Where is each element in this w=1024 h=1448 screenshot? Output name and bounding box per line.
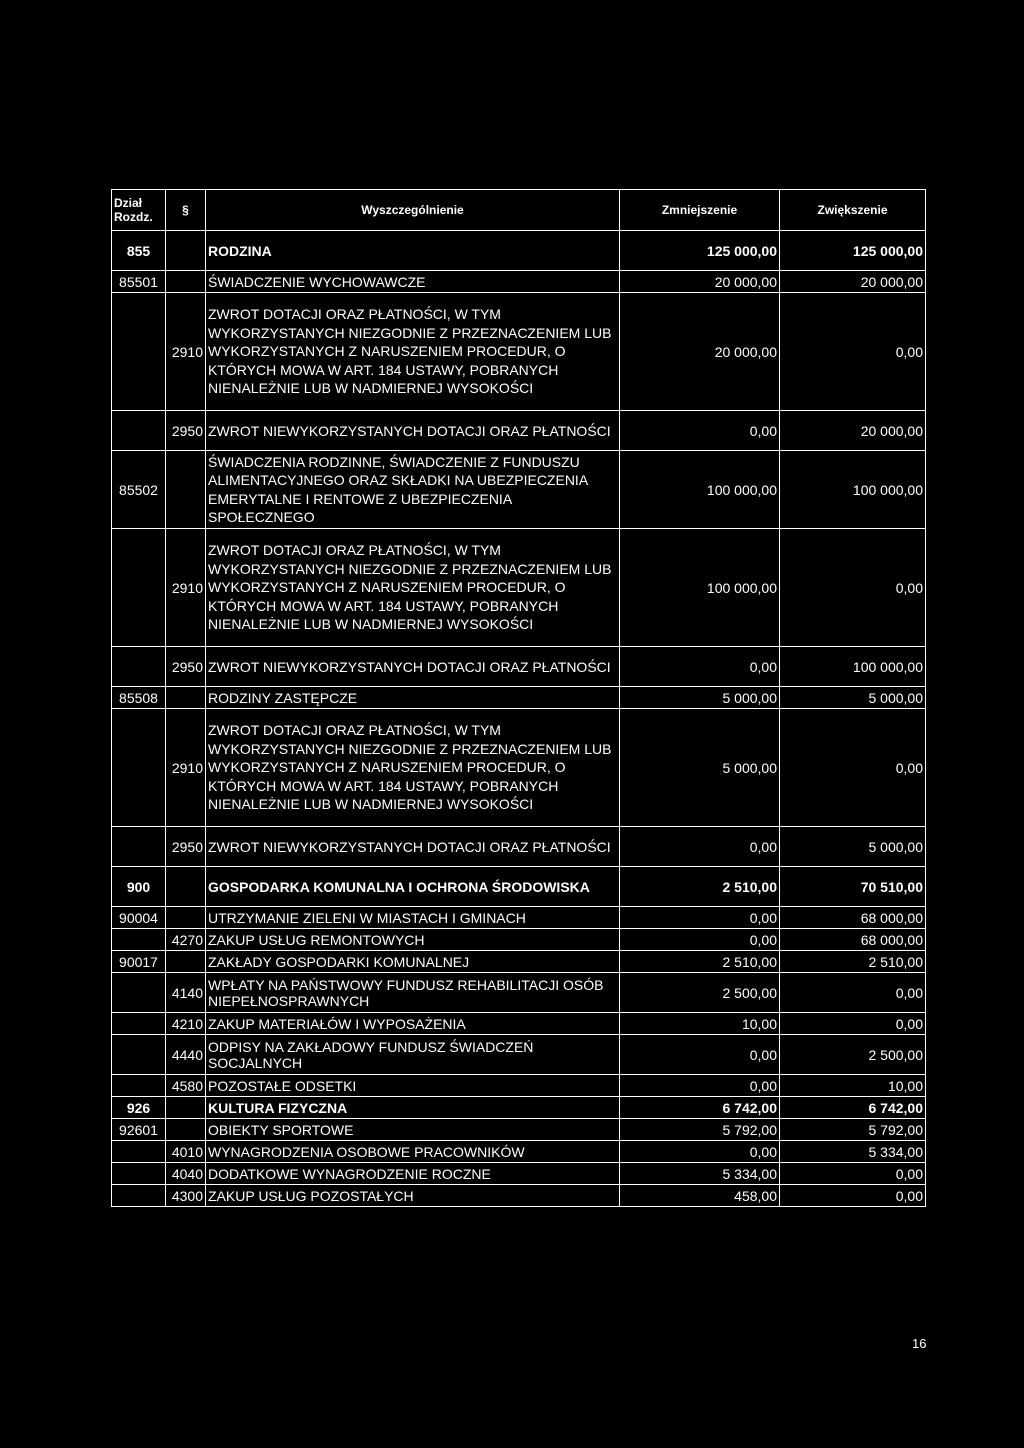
table-row: [112, 687, 926, 709]
cell-increase: 10,00: [780, 1075, 926, 1097]
table-row: [112, 1013, 926, 1035]
table-row: [112, 411, 926, 451]
cell-paragraph: 4440: [166, 1035, 206, 1075]
cell-code: [112, 1075, 166, 1097]
cell-code: 85501: [112, 271, 166, 293]
cell-paragraph: 4270: [166, 929, 206, 951]
table-row: [112, 1185, 926, 1207]
cell-paragraph: [166, 271, 206, 293]
cell-decrease: 0,00: [620, 411, 780, 451]
table-row: [112, 529, 926, 647]
table-row: [112, 271, 926, 293]
cell-decrease: 5 792,00: [620, 1119, 780, 1141]
cell-description: ŚWIADCZENIE WYCHOWAWCZE: [206, 271, 620, 293]
cell-paragraph: [166, 1119, 206, 1141]
header-paragraph: §: [166, 190, 206, 231]
cell-decrease: 0,00: [620, 647, 780, 687]
cell-paragraph: [166, 687, 206, 709]
cell-decrease: 6 742,00: [620, 1097, 780, 1119]
budget-table: [111, 189, 926, 1207]
cell-increase: 0,00: [780, 1013, 926, 1035]
cell-code: 900: [112, 867, 166, 907]
cell-decrease: 0,00: [620, 1141, 780, 1163]
cell-increase: 6 742,00: [780, 1097, 926, 1119]
cell-code: 85508: [112, 687, 166, 709]
cell-description: KULTURA FIZYCZNA: [206, 1097, 620, 1119]
table-row: [112, 973, 926, 1013]
table-row: [112, 1141, 926, 1163]
cell-code: [112, 973, 166, 1013]
cell-paragraph: [166, 907, 206, 929]
header-rozdz-label: Rozdz.: [114, 210, 153, 224]
cell-code: [112, 1013, 166, 1035]
cell-decrease: 100 000,00: [620, 529, 780, 647]
table-row: [112, 231, 926, 271]
cell-code: [112, 647, 166, 687]
cell-description: GOSPODARKA KOMUNALNA I OCHRONA ŚRODOWISKA: [206, 867, 620, 907]
cell-increase: 0,00: [780, 709, 926, 827]
cell-paragraph: 2910: [166, 293, 206, 411]
table-row: [112, 1119, 926, 1141]
header-dzial: [112, 190, 166, 231]
cell-increase: 100 000,00: [780, 451, 926, 529]
cell-increase: 125 000,00: [780, 231, 926, 271]
cell-decrease: 20 000,00: [620, 271, 780, 293]
header-increase: Zwiększenie: [780, 190, 926, 231]
header-decrease: Zmniejszenie: [620, 190, 780, 231]
table-row: [112, 451, 926, 529]
table-row: [112, 1097, 926, 1119]
cell-increase: 68 000,00: [780, 907, 926, 929]
cell-decrease: 0,00: [620, 827, 780, 867]
cell-paragraph: 4580: [166, 1075, 206, 1097]
cell-description: ZWROT NIEWYKORZYSTANYCH DOTACJI ORAZ PŁATNOŚCI: [206, 827, 620, 867]
table-row: [112, 929, 926, 951]
cell-description: ŚWIADCZENIA RODZINNE, ŚWIADCZENIE Z FUNDUSZU ALIMENTACYJNEGO ORAZ SKŁADKI NA UBEZPIECZENIA EMERYTALNE I RENTOWE Z UBEZPIECZENIA SPOŁECZNEGO: [206, 451, 620, 529]
cell-description: POZOSTAŁE ODSETKI: [206, 1075, 620, 1097]
table-row: [112, 827, 926, 867]
cell-decrease: 5 334,00: [620, 1163, 780, 1185]
cell-description: RODZINY ZASTĘPCZE: [206, 687, 620, 709]
cell-increase: 2 500,00: [780, 1035, 926, 1075]
cell-description: ZWROT NIEWYKORZYSTANYCH DOTACJI ORAZ PŁATNOŚCI: [206, 411, 620, 451]
cell-increase: 0,00: [780, 1163, 926, 1185]
cell-description: ZAKUP MATERIAŁÓW I WYPOSAŻENIA: [206, 1013, 620, 1035]
cell-code: 90004: [112, 907, 166, 929]
cell-description: UTRZYMANIE ZIELENI W MIASTACH I GMINACH: [206, 907, 620, 929]
cell-code: [112, 709, 166, 827]
table-body: [112, 231, 926, 1207]
cell-increase: 5 334,00: [780, 1141, 926, 1163]
cell-decrease: 2 500,00: [620, 973, 780, 1013]
cell-paragraph: 4040: [166, 1163, 206, 1185]
cell-code: 855: [112, 231, 166, 271]
cell-increase: 70 510,00: [780, 867, 926, 907]
table-row: [112, 1035, 926, 1075]
cell-decrease: 5 000,00: [620, 687, 780, 709]
cell-description: ODPISY NA ZAKŁADOWY FUNDUSZ ŚWIADCZEŃ SOCJALNYCH: [206, 1035, 620, 1075]
table-header-row: [112, 190, 926, 231]
cell-description: DODATKOWE WYNAGRODZENIE ROCZNE: [206, 1163, 620, 1185]
cell-paragraph: 2950: [166, 647, 206, 687]
cell-increase: 0,00: [780, 973, 926, 1013]
cell-increase: 20 000,00: [780, 271, 926, 293]
cell-decrease: 10,00: [620, 1013, 780, 1035]
cell-code: 926: [112, 1097, 166, 1119]
cell-paragraph: 2910: [166, 709, 206, 827]
cell-paragraph: 4010: [166, 1141, 206, 1163]
cell-increase: 100 000,00: [780, 647, 926, 687]
header-description: Wyszczególnienie: [206, 190, 620, 231]
cell-description: ZAKŁADY GOSPODARKI KOMUNALNEJ: [206, 951, 620, 973]
cell-paragraph: [166, 451, 206, 529]
table-row: [112, 1075, 926, 1097]
cell-code: [112, 1185, 166, 1207]
cell-description: ZWROT DOTACJI ORAZ PŁATNOŚCI, W TYM WYKORZYSTANYCH NIEZGODNIE Z PRZEZNACZENIEM LUB WYKORZYSTANYCH Z NARUSZENIEM PROCEDUR, O KTÓRYCH MOWA W ART. 184 USTAWY, POBRANYCH NIENALEŻNIE LUB W NADMIERNEJ WYSOKOŚCI: [206, 529, 620, 647]
cell-code: 85502: [112, 451, 166, 529]
cell-decrease: 0,00: [620, 1035, 780, 1075]
cell-paragraph: 4210: [166, 1013, 206, 1035]
cell-decrease: 458,00: [620, 1185, 780, 1207]
cell-code: 92601: [112, 1119, 166, 1141]
cell-paragraph: 2950: [166, 827, 206, 867]
cell-description: WYNAGRODZENIA OSOBOWE PRACOWNIKÓW: [206, 1141, 620, 1163]
cell-code: [112, 411, 166, 451]
cell-description: ZAKUP USŁUG POZOSTAŁYCH: [206, 1185, 620, 1207]
table-row: [112, 867, 926, 907]
cell-paragraph: 4300: [166, 1185, 206, 1207]
cell-code: [112, 1035, 166, 1075]
cell-increase: 0,00: [780, 529, 926, 647]
cell-increase: 5 792,00: [780, 1119, 926, 1141]
cell-increase: 20 000,00: [780, 411, 926, 451]
page-number: 16: [912, 1336, 927, 1351]
cell-description: ZWROT NIEWYKORZYSTANYCH DOTACJI ORAZ PŁATNOŚCI: [206, 647, 620, 687]
cell-increase: 0,00: [780, 1185, 926, 1207]
cell-description: WPŁATY NA PAŃSTWOWY FUNDUSZ REHABILITACJI OSÓB NIEPEŁNOSPRAWNYCH: [206, 973, 620, 1013]
cell-decrease: 20 000,00: [620, 293, 780, 411]
cell-increase: 0,00: [780, 293, 926, 411]
cell-decrease: 0,00: [620, 929, 780, 951]
cell-paragraph: [166, 951, 206, 973]
cell-decrease: 125 000,00: [620, 231, 780, 271]
cell-paragraph: 2950: [166, 411, 206, 451]
cell-increase: 5 000,00: [780, 687, 926, 709]
cell-code: [112, 529, 166, 647]
cell-decrease: 0,00: [620, 907, 780, 929]
cell-decrease: 5 000,00: [620, 709, 780, 827]
cell-paragraph: 4140: [166, 973, 206, 1013]
cell-paragraph: [166, 1097, 206, 1119]
table-row: [112, 647, 926, 687]
table-row: [112, 951, 926, 973]
cell-paragraph: 2910: [166, 529, 206, 647]
cell-code: 90017: [112, 951, 166, 973]
cell-description: ZAKUP USŁUG REMONTOWYCH: [206, 929, 620, 951]
cell-decrease: 100 000,00: [620, 451, 780, 529]
cell-code: [112, 293, 166, 411]
cell-increase: 68 000,00: [780, 929, 926, 951]
cell-description: RODZINA: [206, 231, 620, 271]
cell-description: ZWROT DOTACJI ORAZ PŁATNOŚCI, W TYM WYKORZYSTANYCH NIEZGODNIE Z PRZEZNACZENIEM LUB WYKORZYSTANYCH Z NARUSZENIEM PROCEDUR, O KTÓRYCH MOWA W ART. 184 USTAWY, POBRANYCH NIENALEŻNIE LUB W NADMIERNEJ WYSOKOŚCI: [206, 293, 620, 411]
cell-code: [112, 1163, 166, 1185]
header-dzial-label: Dział: [114, 196, 143, 210]
table-row: [112, 1163, 926, 1185]
cell-description: OBIEKTY SPORTOWE: [206, 1119, 620, 1141]
cell-decrease: 0,00: [620, 1075, 780, 1097]
cell-increase: 2 510,00: [780, 951, 926, 973]
cell-paragraph: [166, 867, 206, 907]
cell-code: [112, 1141, 166, 1163]
table-row: [112, 907, 926, 929]
cell-decrease: 2 510,00: [620, 867, 780, 907]
table-row: [112, 293, 926, 411]
cell-code: [112, 827, 166, 867]
cell-decrease: 2 510,00: [620, 951, 780, 973]
table-row: [112, 709, 926, 827]
cell-paragraph: [166, 231, 206, 271]
cell-description: ZWROT DOTACJI ORAZ PŁATNOŚCI, W TYM WYKORZYSTANYCH NIEZGODNIE Z PRZEZNACZENIEM LUB WYKORZYSTANYCH Z NARUSZENIEM PROCEDUR, O KTÓRYCH MOWA W ART. 184 USTAWY, POBRANYCH NIENALEŻNIE LUB W NADMIERNEJ WYSOKOŚCI: [206, 709, 620, 827]
cell-increase: 5 000,00: [780, 827, 926, 867]
cell-code: [112, 929, 166, 951]
